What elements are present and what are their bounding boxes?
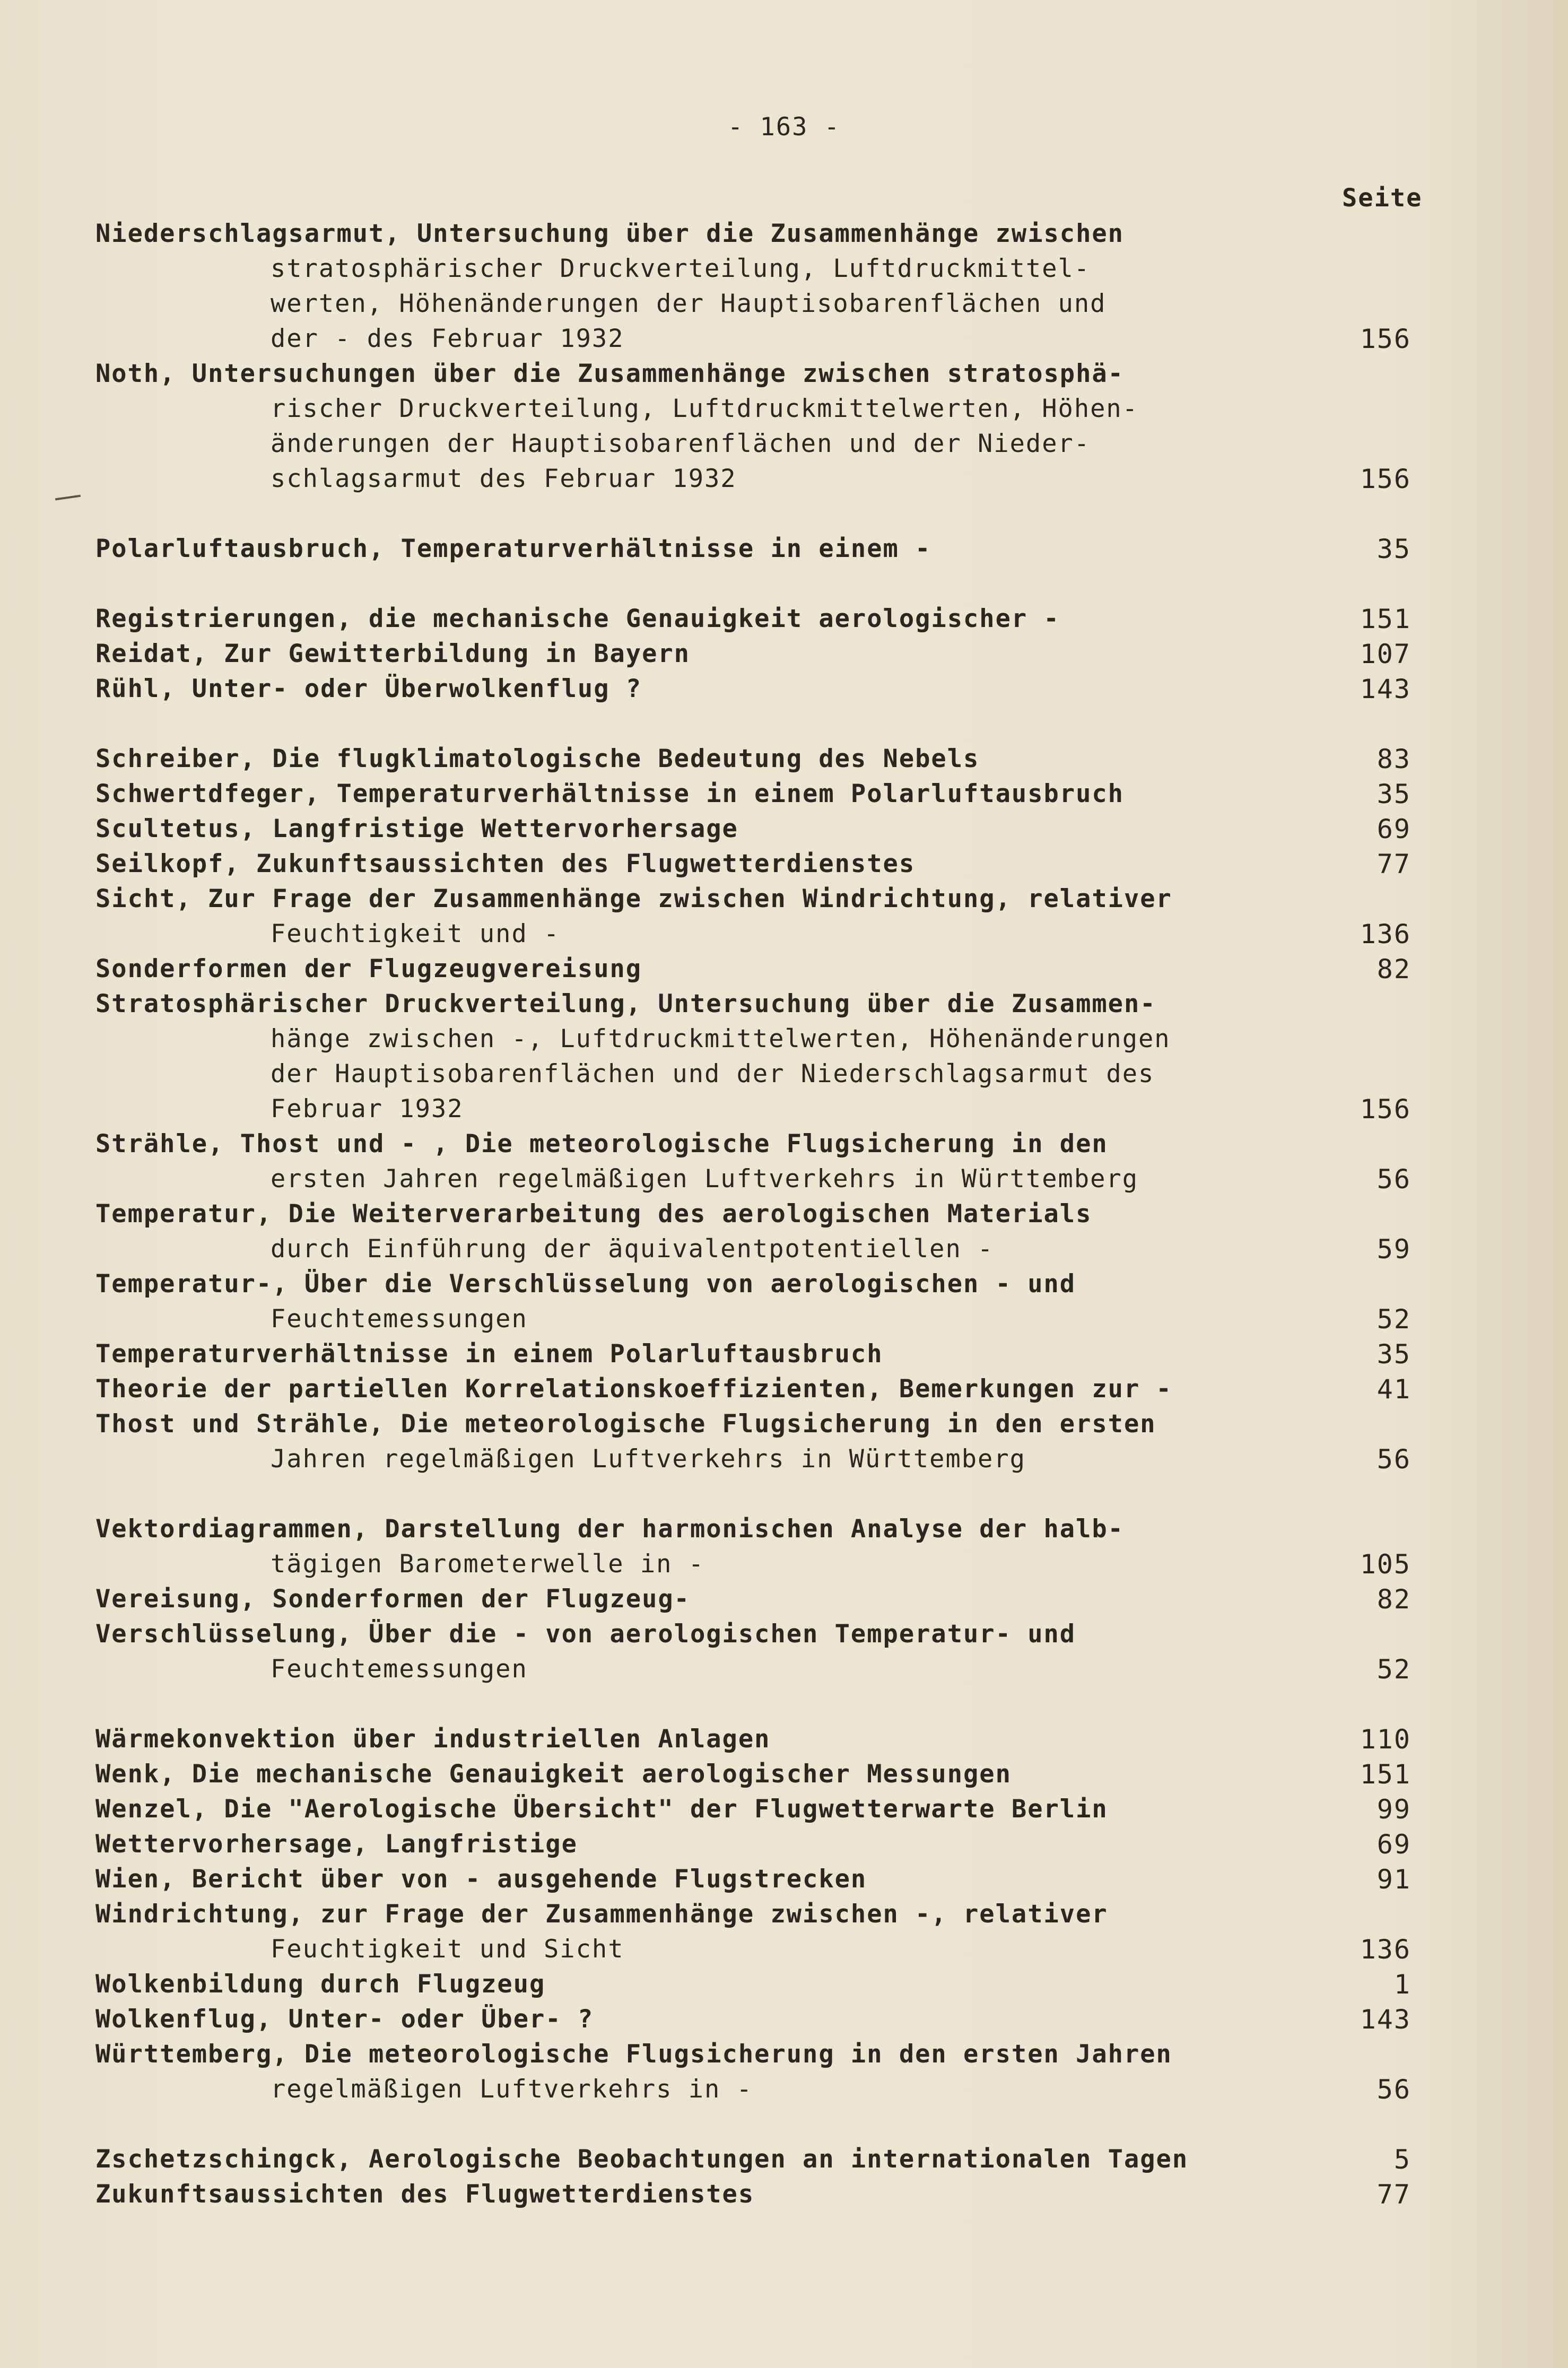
entry-continuation-line: stratosphärischer Druckverteilung, Luftdruckmittel- (271, 254, 1091, 283)
page-reference: 41 (1377, 1374, 1411, 1405)
entry-text (95, 742, 1310, 777)
entry-heading-line: Wettervorhersage, Langfristige (95, 1830, 578, 1859)
entry-heading-line: Wenk, Die mechanische Genauigkeit aerologischer Messungen (95, 1760, 1012, 1789)
page-reference: 56 (1377, 1444, 1411, 1475)
entry-text (95, 1617, 1310, 1687)
entry-heading-line: Niederschlagsarmut, Untersuchung über die Zusammenhänge zwischen (95, 219, 1124, 248)
index-entry (95, 1792, 1432, 1827)
index-entry (95, 1757, 1432, 1792)
entry-text (95, 882, 1310, 952)
page-reference: 77 (1377, 2179, 1411, 2210)
entry-heading-line: Strähle, Thost und - , Die meteorologische Flugsicherung in den (95, 1129, 1108, 1159)
entry-heading-line: Reidat, Zur Gewitterbildung in Bayern (95, 639, 690, 668)
entry-text (95, 1512, 1310, 1582)
index-entry (95, 216, 1432, 356)
entry-continuation-line: Jahren regelmäßigen Luftverkehrs in Württemberg (271, 1444, 1026, 1474)
entry-heading-line: Sonderformen der Flugzeugvereisung (95, 954, 642, 983)
entry-text (95, 812, 1310, 847)
index-list (95, 216, 1432, 2212)
index-group (95, 216, 1432, 497)
index-entry (95, 1337, 1432, 1372)
page-reference: 56 (1377, 2074, 1411, 2105)
index-entry (95, 637, 1432, 672)
entry-heading-line: Wärmekonvektion über industriellen Anlagen (95, 1725, 771, 1754)
index-entry (95, 2037, 1432, 2107)
page-reference: 69 (1377, 814, 1411, 845)
entry-heading-line: Polarluftausbruch, Temperaturverhältnisse in einem - (95, 534, 931, 563)
page-reference: 77 (1377, 849, 1411, 880)
entry-continuation-line: rischer Druckverteilung, Luftdruckmittelwerten, Höhen- (271, 394, 1139, 423)
index-entry (95, 1617, 1432, 1687)
entry-text (95, 672, 1310, 707)
entry-continuation-line: tägigen Barometerwelle in - (271, 1549, 705, 1579)
entry-text (95, 1862, 1310, 1897)
entry-continuation-line: ersten Jahren regelmäßigen Luftverkehrs in Württemberg (271, 1164, 1139, 1194)
index-entry (95, 952, 1432, 987)
index-entry (95, 1862, 1432, 1897)
entry-heading-line: Windrichtung, zur Frage der Zusammenhänge zwischen -, relativer (95, 1900, 1108, 1929)
entry-continuation-line: änderungen der Hauptisobarenflächen und der Nieder- (271, 429, 1091, 458)
index-entry (95, 2142, 1432, 2177)
index-entry (95, 1197, 1432, 1267)
column-header-seite: Seite (1342, 184, 1423, 213)
entry-text (95, 1407, 1310, 1477)
page-reference: 143 (1360, 674, 1411, 704)
index-entry (95, 882, 1432, 952)
entry-continuation-line: hänge zwischen -, Luftdruckmittelwerten, Höhenänderungen (271, 1024, 1171, 1054)
index-entry (95, 1722, 1432, 1757)
entry-heading-line: Stratosphärischer Druckverteilung, Untersuchung über die Zusammen- (95, 989, 1156, 1018)
index-entry (95, 1897, 1432, 1967)
page-reference: 136 (1360, 919, 1411, 950)
index-group (95, 742, 1432, 1477)
page-reference: 91 (1377, 1864, 1411, 1895)
entry-text (95, 1582, 1310, 1617)
page-reference: 1 (1393, 1969, 1411, 2000)
entry-continuation-line: Feuchtemessungen (271, 1655, 528, 1684)
entry-heading-line: Temperaturverhältnisse in einem Polarluftausbruch (95, 1339, 883, 1369)
page-reference: 99 (1377, 1794, 1411, 1825)
entry-text (95, 356, 1310, 497)
index-entry (95, 1512, 1432, 1582)
entry-heading-line: Seilkopf, Zukunftsaussichten des Flugwetterdienstes (95, 849, 916, 878)
entry-heading-line: Württemberg, Die meteorologische Flugsicherung in den ersten Jahren (95, 2040, 1172, 2069)
index-entry (95, 672, 1432, 707)
entry-text (95, 2177, 1310, 2212)
index-entry (95, 812, 1432, 847)
entry-heading-line: Zukunftsaussichten des Flugwetterdienstes (95, 2180, 755, 2209)
entry-text (95, 987, 1310, 1127)
entry-text (95, 777, 1310, 812)
index-entry (95, 1372, 1432, 1407)
entry-text (95, 1127, 1310, 1197)
entry-heading-line: Rühl, Unter- oder Überwolkenflug ? (95, 674, 642, 703)
entry-text (95, 1267, 1310, 1337)
entry-heading-line: Noth, Untersuchungen über die Zusammenhänge zwischen stratosphä- (95, 359, 1124, 388)
entry-continuation-line: Feuchtigkeit und Sicht (271, 1935, 624, 1964)
page-reference: 59 (1377, 1234, 1411, 1265)
entry-heading-line: Wolkenflug, Unter- oder Über- ? (95, 2005, 594, 2034)
entry-text (95, 847, 1310, 882)
page-reference: 143 (1360, 2004, 1411, 2035)
entry-continuation-line: der - des Februar 1932 (271, 324, 624, 353)
index-entry (95, 847, 1432, 882)
page-reference: 82 (1377, 1584, 1411, 1615)
entry-text (95, 602, 1310, 637)
page-reference: 110 (1360, 1724, 1411, 1755)
entry-continuation-line: Feuchtemessungen (271, 1304, 528, 1334)
entry-heading-line: Vereisung, Sonderformen der Flugzeug- (95, 1585, 690, 1614)
index-group (95, 2142, 1432, 2212)
entry-text (95, 532, 1310, 567)
entry-text (95, 1197, 1310, 1267)
index-entry (95, 1967, 1432, 2002)
index-entry (95, 1267, 1432, 1337)
entry-heading-line: Schwertdfeger, Temperaturverhältnisse in einem Polarluftausbruch (95, 779, 1124, 808)
page-reference: 151 (1360, 1759, 1411, 1790)
index-entry (95, 356, 1432, 497)
index-entry (95, 1827, 1432, 1862)
entry-text (95, 2037, 1310, 2107)
entry-heading-line: Wien, Bericht über von - ausgehende Flugstrecken (95, 1865, 867, 1894)
entry-continuation-line: durch Einführung der äquivalentpotentiellen - (271, 1234, 994, 1264)
entry-heading-line: Wolkenbildung durch Flugzeug (95, 1970, 546, 1999)
page-reference: 83 (1377, 744, 1411, 774)
page-number: - 163 - (727, 112, 841, 142)
page-reference: 35 (1377, 779, 1411, 809)
entry-continuation-line: schlagsarmut des Februar 1932 (271, 464, 737, 493)
entry-heading-line: Thost und Strähle, Die meteorologische Flugsicherung in den ersten (95, 1409, 1156, 1439)
page-reference: 105 (1360, 1549, 1411, 1580)
entry-text (95, 1337, 1310, 1372)
index-entry (95, 602, 1432, 637)
entry-text (95, 952, 1310, 987)
page-reference: 52 (1377, 1654, 1411, 1685)
entry-heading-line: Schreiber, Die flugklimatologische Bedeutung des Nebels (95, 744, 980, 773)
entry-continuation-line: Februar 1932 (271, 1094, 464, 1124)
page-reference: 156 (1360, 324, 1411, 354)
entry-heading-line: Zschetzschingck, Aerologische Beobachtungen an internationalen Tagen (95, 2145, 1189, 2174)
page-reference: 56 (1377, 1164, 1411, 1195)
entry-continuation-line: Feuchtigkeit und - (271, 919, 560, 948)
entry-text (95, 1967, 1310, 2002)
index-entry (95, 1127, 1432, 1197)
page-reference: 151 (1360, 604, 1411, 634)
page-reference: 69 (1377, 1829, 1411, 1860)
index-entry (95, 2177, 1432, 2212)
page-reference: 35 (1377, 534, 1411, 564)
page-reference: 107 (1360, 639, 1411, 669)
entry-heading-line: Scultetus, Langfristige Wettervorhersage (95, 814, 738, 843)
entry-heading-line: Verschlüsselung, Über die - von aerologischen Temperatur- und (95, 1620, 1076, 1649)
entry-heading-line: Sicht, Zur Frage der Zusammenhänge zwischen Windrichtung, relativer (95, 884, 1172, 913)
index-group (95, 1722, 1432, 2107)
entry-text (95, 1827, 1310, 1862)
entry-text (95, 1372, 1310, 1407)
index-entry (95, 777, 1432, 812)
entry-text (95, 1792, 1310, 1827)
index-entry (95, 532, 1432, 567)
entry-text (95, 637, 1310, 672)
entry-text (95, 1722, 1310, 1757)
entry-heading-line: Theorie der partiellen Korrelationskoeffizienten, Bemerkungen zur - (95, 1374, 1172, 1404)
index-group (95, 602, 1432, 707)
index-entry (95, 1582, 1432, 1617)
entry-text (95, 216, 1310, 356)
index-entry (95, 987, 1432, 1127)
entry-text (95, 1897, 1310, 1967)
entry-text (95, 1757, 1310, 1792)
entry-heading-line: Temperatur-, Über die Verschlüsselung von aerologischen - und (95, 1269, 1076, 1299)
page-reference: 82 (1377, 954, 1411, 985)
entry-continuation-line: der Hauptisobarenflächen und der Niederschlagsarmut des (271, 1059, 1155, 1089)
index-group (95, 1512, 1432, 1687)
index-entry (95, 742, 1432, 777)
page-reference: 52 (1377, 1304, 1411, 1335)
page-reference: 136 (1360, 1934, 1411, 1965)
page-reference: 35 (1377, 1339, 1411, 1370)
entry-continuation-line: werten, Höhenänderungen der Hauptisobarenflächen und (271, 289, 1107, 318)
entry-heading-line: Registrierungen, die mechanische Genauigkeit aerologischer - (95, 604, 1060, 633)
entry-text (95, 2002, 1310, 2037)
entry-continuation-line: regelmäßigen Luftverkehrs in - (271, 2075, 753, 2104)
page-reference: 156 (1360, 464, 1411, 494)
page-reference: 156 (1360, 1094, 1411, 1125)
page-reference: 5 (1393, 2144, 1411, 2175)
entry-heading-line: Wenzel, Die "Aerologische Übersicht" der Flugwetterwarte Berlin (95, 1795, 1108, 1824)
margin-pencil-mark (55, 495, 81, 501)
index-entry (95, 2002, 1432, 2037)
entry-heading-line: Temperatur, Die Weiterverarbeitung des aerologischen Materials (95, 1199, 1092, 1229)
entry-heading-line: Vektordiagrammen, Darstellung der harmonischen Analyse der halb- (95, 1514, 1124, 1544)
index-entry (95, 1407, 1432, 1477)
index-group (95, 532, 1432, 567)
entry-text (95, 2142, 1310, 2177)
